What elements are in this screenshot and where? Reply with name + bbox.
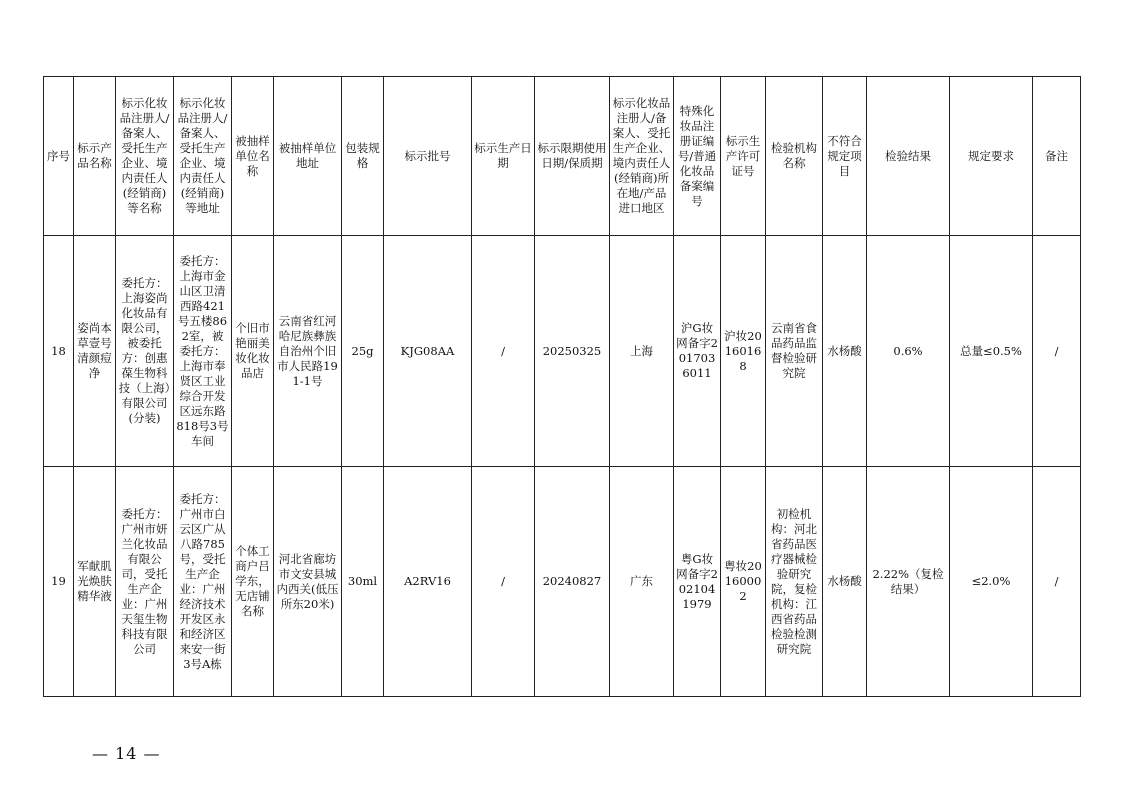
header-cell: 被抽样单位地址 [274, 77, 342, 236]
product-name: 姿尚本草壹号清颜痘净 [74, 236, 116, 467]
row-number: 19 [44, 467, 74, 697]
sampled-unit: 个体工商户吕学东，无店铺名称 [232, 467, 274, 697]
header-cell: 标示生产日期 [472, 77, 535, 236]
header-cell: 标示化妆品注册人/备案人、受托生产企业、境内责任人(经销商)等名称 [116, 77, 174, 236]
note: / [1033, 467, 1081, 697]
product-name: 军献肌光焕肤精华液 [74, 467, 116, 697]
package-spec: 30ml [342, 467, 384, 697]
header-cell: 检验机构名称 [766, 77, 823, 236]
header-cell: 序号 [44, 77, 74, 236]
entity-names: 委托方：广州市妍兰化妆品有限公司，受托生产企业：广州天玺生物科技有限公司 [116, 467, 174, 697]
production-date: / [472, 236, 535, 467]
header-cell: 规定要求 [950, 77, 1033, 236]
requirement: 总量≤0.5% [950, 236, 1033, 467]
nonconforming-item: 水杨酸 [823, 467, 867, 697]
header-cell: 检验结果 [867, 77, 950, 236]
table-header-row [44, 77, 1081, 236]
production-license: 沪妆20160168 [721, 236, 766, 467]
header-cell: 标示化妆品注册人/备案人、受托生产企业、境内责任人(经销商)等地址 [174, 77, 232, 236]
table-row [44, 236, 1081, 467]
header-cell: 被抽样单位名称 [232, 77, 274, 236]
expiry-date: 20240827 [535, 467, 610, 697]
nonconforming-item: 水杨酸 [823, 236, 867, 467]
entity-address-text: 委托方：上海市金山区卫清西路421号五楼862室，被委托方：上海市奉贤区工业综合开发区远东路818号3号车间 [176, 253, 229, 448]
entity-address-text: 委托方：广州市白云区广从八路785号，受托生产企业：广州经济技术开发区永和经济区来安一街3号A栋 [179, 491, 226, 671]
batch-number: KJG08AA [384, 236, 472, 467]
header-cell: 标示批号 [384, 77, 472, 236]
entity-address [174, 236, 232, 467]
test-result: 2.22%（复检结果） [867, 467, 950, 697]
sampled-address: 云南省红河哈尼族彝族自治州个旧市人民路191-1号 [274, 236, 342, 467]
production-date: / [472, 467, 535, 697]
test-result: 0.6% [867, 236, 950, 467]
expiry-date: 20250325 [535, 236, 610, 467]
testing-lab: 云南省食品药品监督检验研究院 [766, 236, 823, 467]
header-cell: 不符合规定项目 [823, 77, 867, 236]
region: 上海 [610, 236, 674, 467]
header-cell: 标示产品名称 [74, 77, 116, 236]
page-number: — 14 — [92, 744, 161, 763]
production-license: 粤妆20160002 [721, 467, 766, 697]
header-cell: 备注 [1033, 77, 1081, 236]
header-cell: 标示限期使用日期/保质期 [535, 77, 610, 236]
table-row [44, 467, 1081, 697]
testing-lab: 初检机构：河北省药品医疗器械检验研究院，复检机构：江西省药品检验检测研究院 [766, 467, 823, 697]
requirement: ≤2.0% [950, 467, 1033, 697]
inspection-results-table [43, 76, 1081, 697]
entity-address [174, 467, 232, 697]
header-cell: 特殊化妆品注册证编号/普通化妆品备案编号 [674, 77, 721, 236]
note: / [1033, 236, 1081, 467]
registration-number: 沪G妆网备字2017036011 [674, 236, 721, 467]
entity-names: 委托方：上海姿尚化妆品有限公司，被委托方：创惠葆生物科技（上海）有限公司(分装) [116, 236, 174, 467]
registration-number: 粤G妆网备字2021041979 [674, 467, 721, 697]
sampled-unit: 个旧市艳丽美妆化妆品店 [232, 236, 274, 467]
region: 广东 [610, 467, 674, 697]
batch-number: A2RV16 [384, 467, 472, 697]
header-cell: 标示生产许可证号 [721, 77, 766, 236]
header-cell: 标示化妆品注册人/备案人、受托生产企业、境内责任人(经销商)所在地/产品进口地区 [610, 77, 674, 236]
package-spec: 25g [342, 236, 384, 467]
row-number: 18 [44, 236, 74, 467]
header-cell: 包装规格 [342, 77, 384, 236]
sampled-address: 河北省廊坊市文安县城内西关(低压所东20米) [274, 467, 342, 697]
